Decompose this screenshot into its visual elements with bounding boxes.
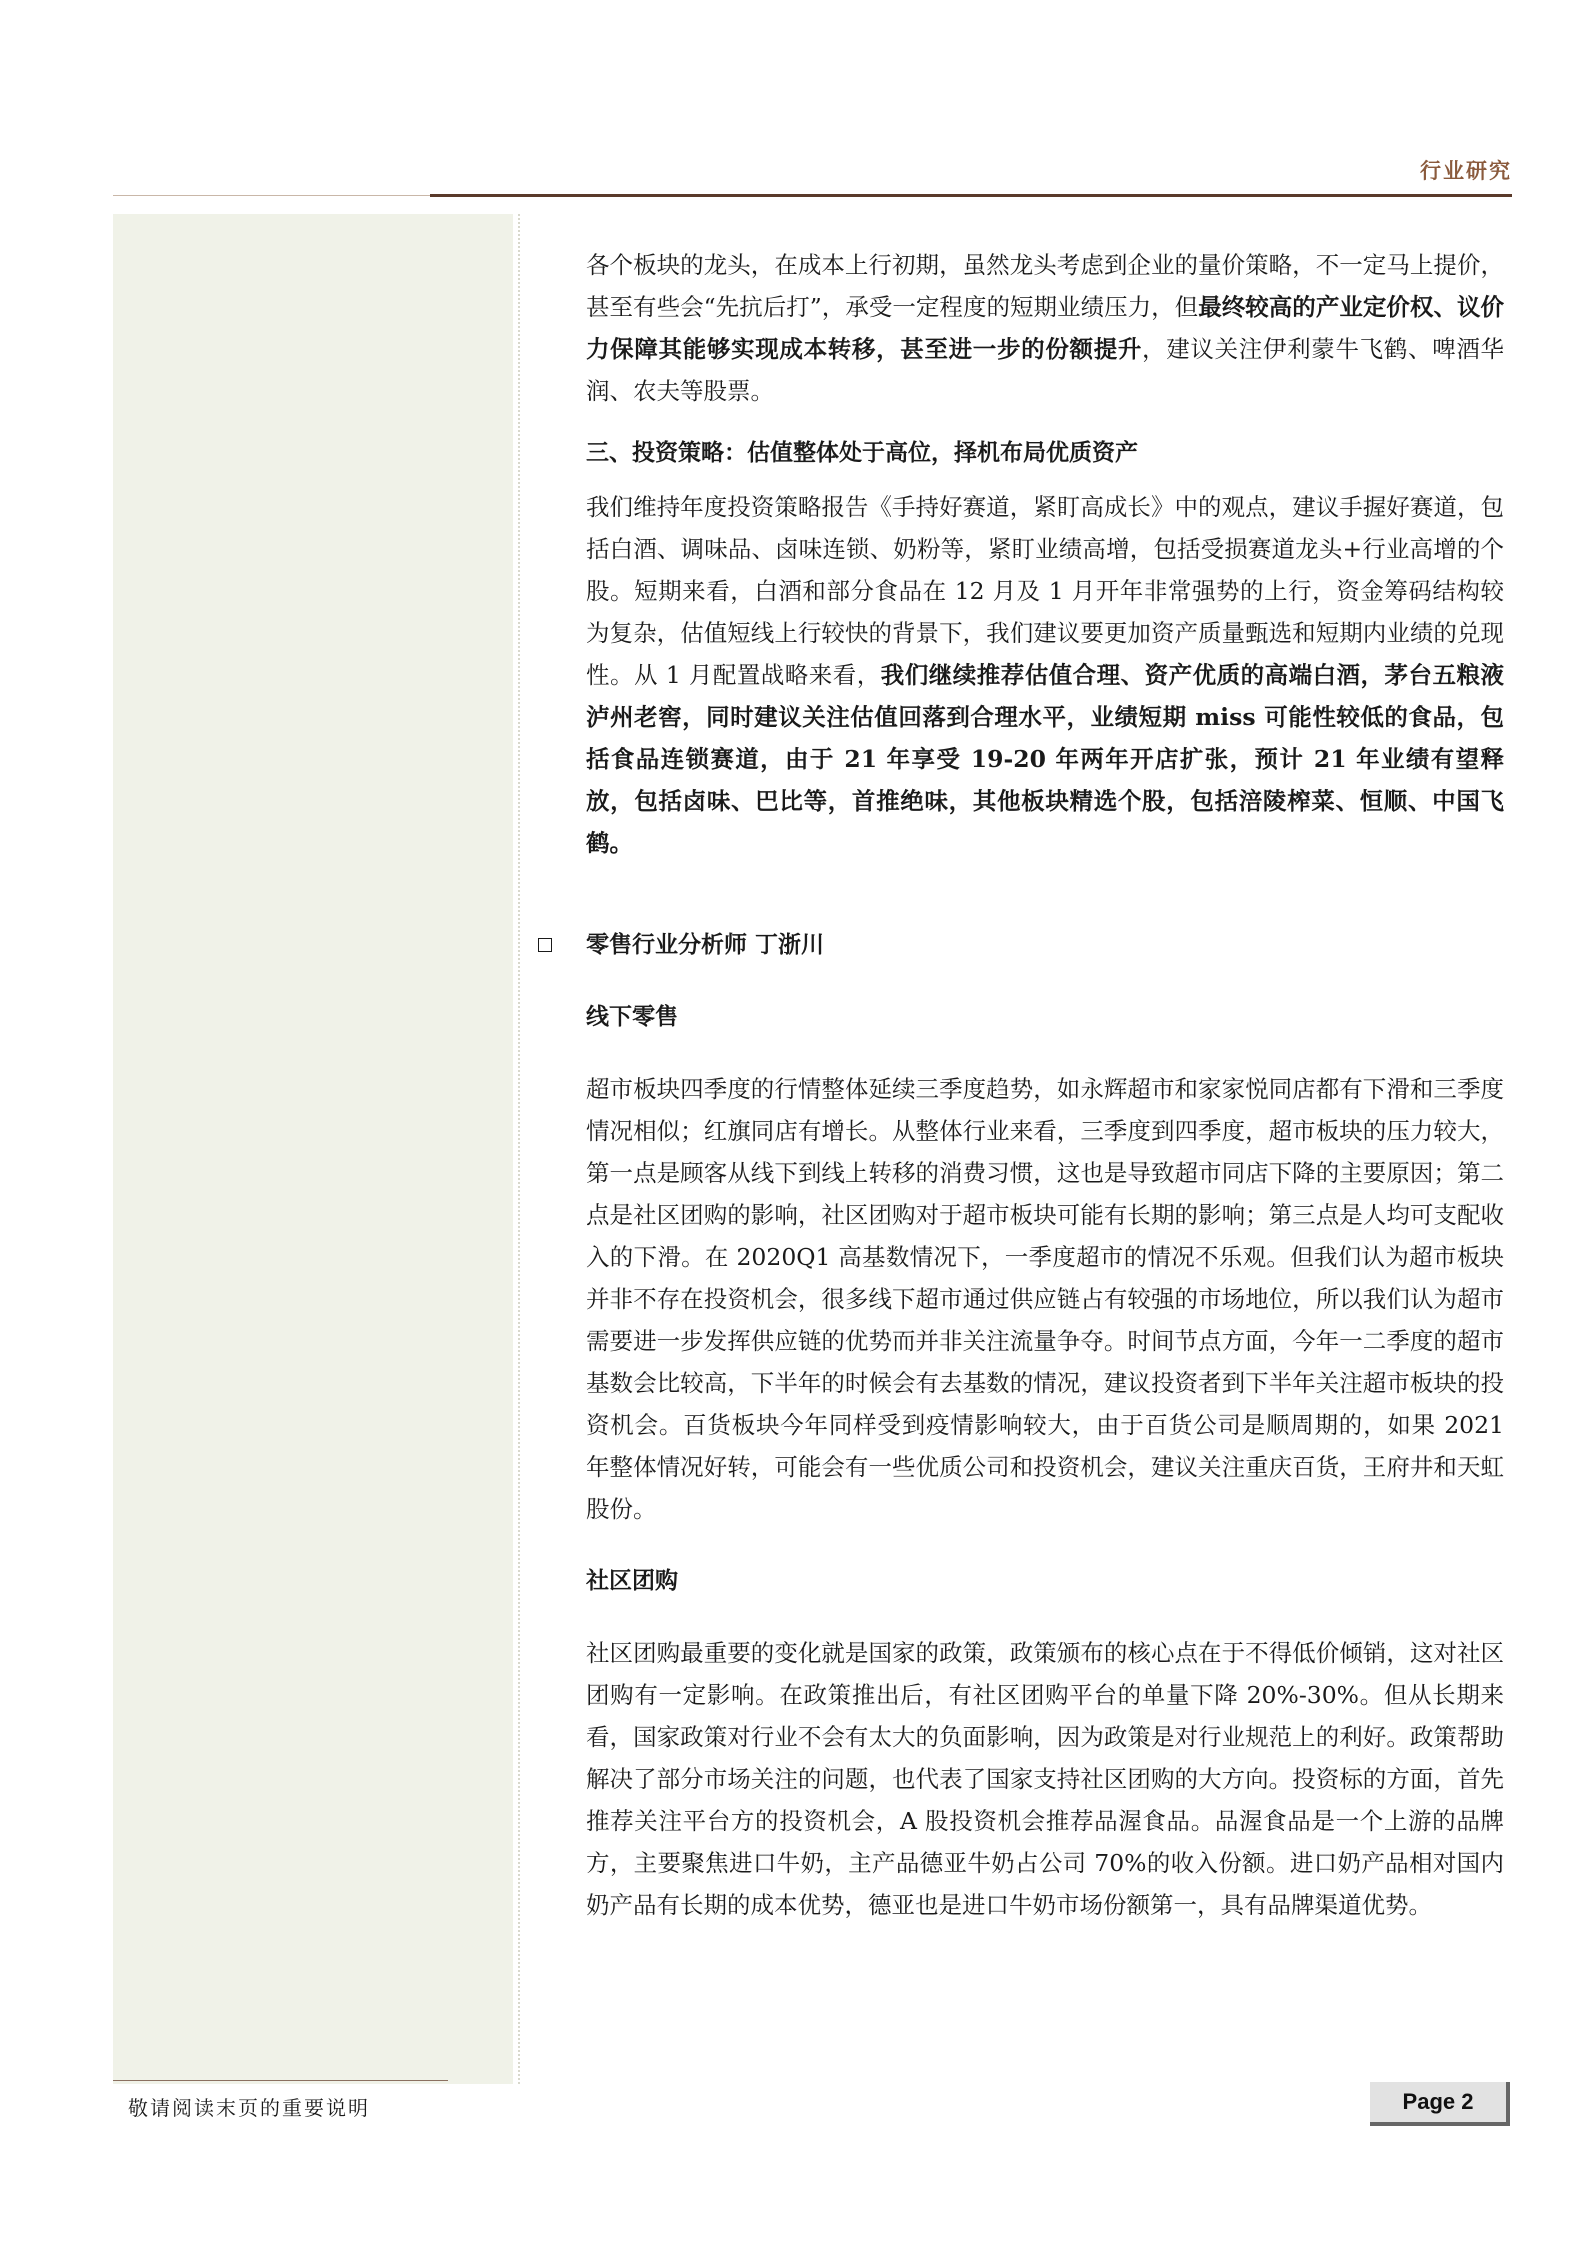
paragraph-text: 我们维持年度投资策略报告《手持好赛道，紧盯高成长》中的观点，建议手握好赛道，包括白酒、调味品、卤味连锁、奶粉等，紧盯业绩高增，包括受损赛道龙头+行业高增的个股。短期来看，白酒和部分食品在 12 月及 1 月开年非常强势的上行，资金筹码结构较为复杂，估值短线上行较快的背景下，我们建议要更加资产质量甄选和短期内业绩的兑现性。从 1 月配置战略来看， (586, 493, 1504, 689)
left-sidebar-panel (113, 214, 513, 2084)
paragraph-bold-text: 最终较高的产业定价权、议价力保障其能够实现成本转移，甚至进一步的份额提升 (586, 293, 1505, 363)
checkbox-bullet-icon (538, 938, 552, 952)
analyst-heading (586, 924, 1504, 966)
paragraph-bold-text: 我们继续推荐估值合理、资产优质的高端白酒，茅台五粮液泸州老窖，同时建议关注估值回落到合理水平，业绩短期 miss 可能性较低的食品，包括食品连锁赛道，由于 21 年享受 19-20 年两年开店扩张，预计 21 年业绩有望释放，包括卤味、巴比等，首推绝味，其他板块精选个股，包括涪陵榨菜、恒顺、中国飞鹤。 (586, 661, 1504, 857)
section-heading: 三、投资策略：估值整体处于高位，择机布局优质资产 (586, 440, 1138, 466)
paragraph-leaders (586, 244, 1504, 412)
main-content (586, 244, 1504, 1926)
paragraph-strategy (586, 486, 1504, 864)
report-category-label: 行业研究 (1420, 159, 1512, 183)
footer-divider (113, 2080, 448, 2081)
sidebar-divider (518, 214, 520, 2084)
subsection-heading-offline: 线下零售 (586, 1004, 678, 1030)
paragraph-text: ，建议关注伊利蒙牛飞鹤、啤酒华润、农夫等股票。 (586, 335, 1505, 405)
header-accent-bar (430, 194, 1512, 197)
paragraph-offline-retail: 超市板块四季度的行情整体延续三季度趋势，如永辉超市和家家悦同店都有下滑和三季度情况相似；红旗同店有增长。从整体行业来看，三季度到四季度，超市板块的压力较大，第一点是顾客从线下到线上转移的消费习惯，这也是导致超市同店下降的主要原因；第二点是社区团购的影响，社区团购对于超市板块可能有长期的影响；第三点是人均可支配收入的下滑。在 2020Q1 高基数情况下，一季度超市的情况不乐观。但我们认为超市板块并非不存在投资机会，很多线下超市通过供应链占有较强的市场地位，所以我们认为超市需要进一步发挥供应链的优势而并非关注流量争夺。时间节点方面，今年一二季度的超市基数会比较高，下半年的时候会有去基数的情况，建议投资者到下半年关注超市板块的投资机会。百货板块今年同样受到疫情影响较大，由于百货公司是顺周期的，如果 2021 年整体情况好转，可能会有一些优质公司和投资机会，建议关注重庆百货，王府井和天虹股份。 (586, 1075, 1504, 1523)
disclaimer-note: 敬请阅读末页的重要说明 (128, 2096, 370, 2120)
paragraph-community-group-buying: 社区团购最重要的变化就是国家的政策，政策颁布的核心点在于不得低价倾销，这对社区团购有一定影响。在政策推出后，有社区团购平台的单量下降 20%-30%。但从长期来看，国家政策对行业不会有太大的负面影响，因为政策是对行业规范上的利好。政策帮助解决了部分市场关注的问题，也代表了国家支持社区团购的大方向。投资标的方面，首先推荐关注平台方的投资机会，A 股投资机会推荐品渥食品。品渥食品是一个上游的品牌方，主要聚焦进口牛奶，主产品德亚牛奶占公司 70%的收入份额。进口奶产品相对国内奶产品有长期的成本优势，德亚也是进口牛奶市场份额第一，具有品牌渠道优势。 (586, 1639, 1504, 1919)
page-number-badge: Page 2 (1370, 2082, 1510, 2126)
paragraph-text: 各个板块的龙头，在成本上行初期，虽然龙头考虑到企业的量价策略，不一定马上提价，甚至有些会“先抗后打”，承受一定程度的短期业绩压力，但 (586, 251, 1504, 321)
analyst-label: 零售行业分析师 丁浙川 (586, 932, 825, 958)
subsection-heading-community: 社区团购 (586, 1568, 678, 1594)
